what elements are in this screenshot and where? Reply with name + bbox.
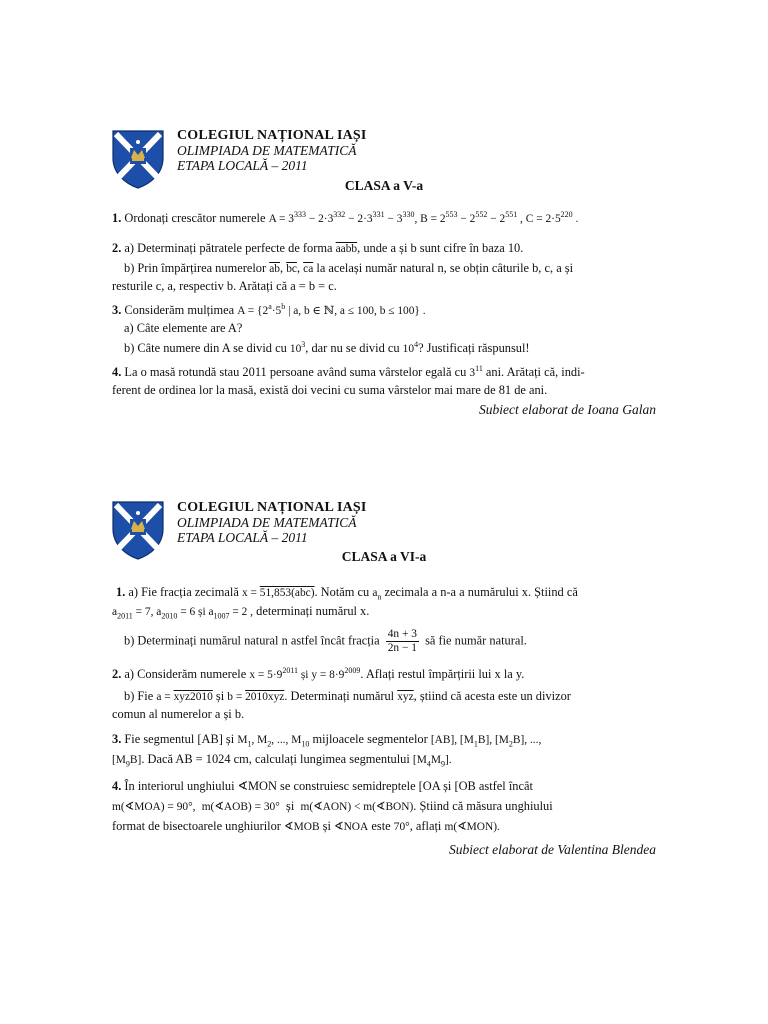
problem-4: 4. În interiorul unghiului ∢MON se construiesc semidreptele [OA și [OB astfel încât	[112, 779, 533, 793]
problem-number: 3.	[112, 732, 122, 746]
problem-1a: 1. a) Fie fracția zecimală x = 51,853(abc). Notăm cu $a_n$ zecimala a n-a a numărului x. Știind că	[116, 585, 578, 602]
problem-4-cont: m(∢MOA) = 90°, m(∢AOB) = 30° și m(∢AON) < m(∢BON). Știind că măsura unghiului	[112, 799, 553, 813]
problem-4: 4. La o masă rotundă stau 2011 persoane având suma vârstelor egală cu $3^{11}$ ani. Arătați că, indi-	[112, 364, 585, 379]
problem-number: 4.	[112, 365, 122, 379]
problem-number: 1.	[116, 585, 126, 599]
problem-3b: b) Câte numere din A se divid cu $10^3$, dar nu se divid cu $10^4$? Justificați răspunsul!	[124, 340, 530, 355]
school-name: COLEGIUL NAȚIONAL IAȘI	[177, 128, 367, 143]
problem-number: 2.	[112, 667, 122, 681]
problem-number: 2.	[112, 241, 122, 255]
olympiad-name: OLIMPIADA DE MATEMATICĂ	[177, 515, 357, 530]
problem-number: 1.	[112, 211, 122, 225]
problem-1a-cont: $a_{2011} = 7$, $a_{2010} = 6$ și $a_{1007} = 2$ , determinați numărul x.	[112, 604, 370, 621]
grade-title: CLASA a V-a	[344, 178, 424, 193]
problem-number: 4.	[112, 779, 122, 793]
problem-4-cont: ferent de ordinea lor la masă, există doi vecini cu suma vârstelor mai mare de 81 de ani.	[112, 383, 548, 397]
problem-3-cont: $[M_9B]$. Dacă AB = 1024 cm, calculați lungimea segmentului $[M_4M_9]$.	[112, 752, 452, 769]
school-name: COLEGIUL NAȚIONAL IAȘI	[177, 500, 367, 515]
document-header	[177, 128, 367, 173]
olympiad-name: OLIMPIADA DE MATEMATICĂ	[177, 143, 357, 158]
olympiad-stage: ETAPA LOCALĂ – 2011	[177, 530, 308, 545]
problem-1	[112, 208, 578, 229]
olympiad-stage: ETAPA LOCALĂ – 2011	[177, 158, 308, 173]
problem-3: 3. Fie segmentul [AB] și $M_1$, $M_2$, ..., $M_{10}$ mijloacele segmentelor [AB], $[M_1B]$, $[M_2B]$, ...,	[112, 732, 542, 749]
document-header	[177, 500, 367, 545]
math-expression: $A = 3^{333} - 2\cdot 3^{332} - 2\cdot 3^{331} - 3^{330}$, $B = 2^{553} - 2^{552} - 2^{551}$ , $C = 2\cdot 5^{220}$ .	[268, 210, 579, 225]
math-set-a: $A = \{2^a\cdot 5^b$ | a, b ∈ ℕ, a ≤ 100, b ≤ 100} .	[237, 302, 426, 317]
problem-1b: b) Determinați numărul natural n astfel încât fracția $\frac{4n + 3}{2n - 1}$ să fie număr natural.	[124, 628, 527, 654]
author-signature: Subiect elaborat de Valentina Blendea	[449, 842, 656, 857]
problem-number: 3.	[112, 303, 122, 317]
problem-2a: 2. a) Considerăm numerele $x = 5\cdot 9^{2011}$ și $y = 8\cdot 9^{2009}$. Aflați restul împărțirii lui x la y.	[112, 666, 525, 681]
problem-2b: b) Prin împărțirea numerelor $\overline{ab}$, $\overline{bc}$, $\overline{ca}$ la același număr natural n, se obțin câturile b, c, a și	[124, 261, 574, 275]
problem-4-cont2: format de bisectoarele unghiurilor ∢MOB și ∢NOA este 70°, aflați m(∢MON).	[112, 819, 500, 833]
problem-2b: b) Fie a = xyz2010 și b = 2010xyz. Determinați numărul $\overline{xyz}$, știind că acesta este un divizor	[124, 689, 571, 703]
problem-3: 3. Considerăm mulțimea $A = \{2^a\cdot 5^b$ | a, b ∈ ℕ, a ≤ 100, b ≤ 100} .	[112, 302, 426, 317]
grade-title: CLASA a VI-a	[341, 549, 427, 564]
problem-3a: a) Câte elemente are A?	[124, 321, 243, 335]
problem-2b-cont: resturile c, a, respectiv b. Arătați că a = b = c.	[112, 279, 337, 293]
math-fraction: $\frac{4n + 3}{2n - 1}$	[387, 628, 417, 654]
author-signature: Subiect elaborat de Ioana Galan	[479, 402, 656, 417]
problem-text: Ordonați crescător numerele	[124, 211, 266, 225]
problem-2a: 2. a) Determinați pătratele perfecte de forma aabb, unde a și b sunt cifre în baza 10.	[112, 241, 524, 255]
problem-2b-cont: comun al numerelor a și b.	[112, 707, 245, 721]
math-aabb: aabb	[335, 243, 358, 255]
